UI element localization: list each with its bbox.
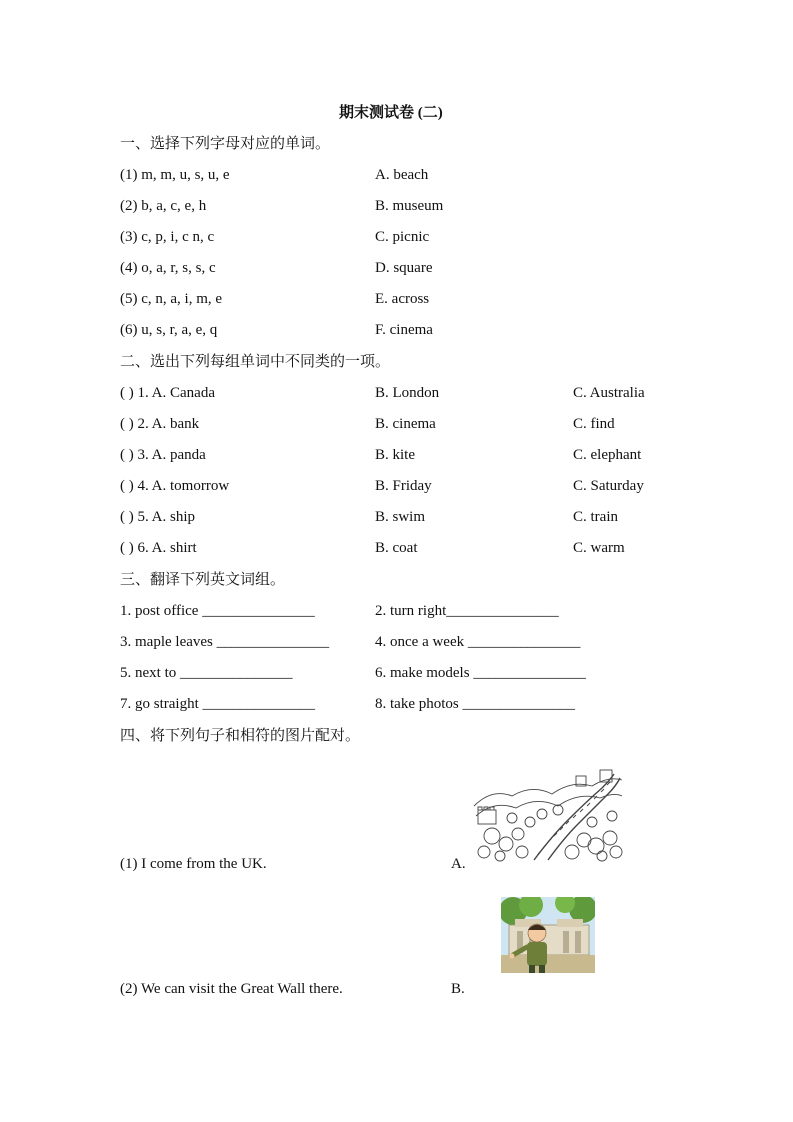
boy-at-gate-image [501,897,595,973]
section4-heading: 四、将下列句子和相符的图片配对。 [120,728,361,744]
word-option: E. across [375,291,430,307]
question-item: ( ) 4. A. tomorrow [120,478,230,494]
option-c: C. train [573,509,618,525]
letter-item: (3) c, p, i, c n, c [120,229,215,245]
phrase-item: 2. turn right_______________ [375,603,559,619]
sentence-item: (2) We can visit the Great Wall there. [120,981,343,997]
letter-item: (2) b, a, c, e, h [120,198,207,214]
question-item: ( ) 6. A. shirt [120,540,197,556]
option-b: B. cinema [375,416,436,432]
letter-item: (4) o, a, r, s, s, c [120,260,216,276]
question-item: ( ) 5. A. ship [120,509,195,525]
option-b: B. coat [375,540,418,556]
option-c: C. Australia [573,385,645,401]
phrase-item: 1. post office _______________ [120,603,315,619]
word-option: B. museum [375,198,444,214]
option-c: C. elephant [573,447,642,463]
option-c: C. find [573,416,615,432]
phrase-item: 7. go straight _______________ [120,696,315,712]
phrase-item: 3. maple leaves _______________ [120,634,330,650]
question-item: ( ) 1. A. Canada [120,385,215,401]
page-title: 期末测试卷 (二) [339,105,443,121]
section3-heading: 三、翻译下列英文词组。 [120,572,286,588]
option-b: B. London [375,385,440,401]
section2-heading: 二、选出下列每组单词中不同类的一项。 [120,354,391,370]
letter-item: (5) c, n, a, i, m, e [120,291,223,307]
option-b: B. swim [375,509,426,525]
picture-label: A. [451,856,466,872]
option-b: B. kite [375,447,415,463]
question-item: ( ) 3. A. panda [120,447,206,463]
sentence-item: (1) I come from the UK. [120,856,267,872]
letter-item: (1) m, m, u, s, u, e [120,167,230,183]
word-option: D. square [375,260,433,276]
option-b: B. Friday [375,478,432,494]
question-item: ( ) 2. A. bank [120,416,200,432]
phrase-item: 4. once a week _______________ [375,634,581,650]
phrase-item: 5. next to _______________ [120,665,293,681]
letter-item: (6) u, s, r, a, e, q [120,322,218,338]
word-option: C. picnic [375,229,430,245]
option-c: C. warm [573,540,625,556]
option-c: C. Saturday [573,478,644,494]
word-option: A. beach [375,167,429,183]
great-wall-image [472,766,624,862]
word-option: F. cinema [375,322,433,338]
phrase-item: 6. make models _______________ [375,665,586,681]
picture-label: B. [451,981,465,997]
section1-heading: 一、选择下列字母对应的单词。 [120,136,331,152]
phrase-item: 8. take photos _______________ [375,696,575,712]
